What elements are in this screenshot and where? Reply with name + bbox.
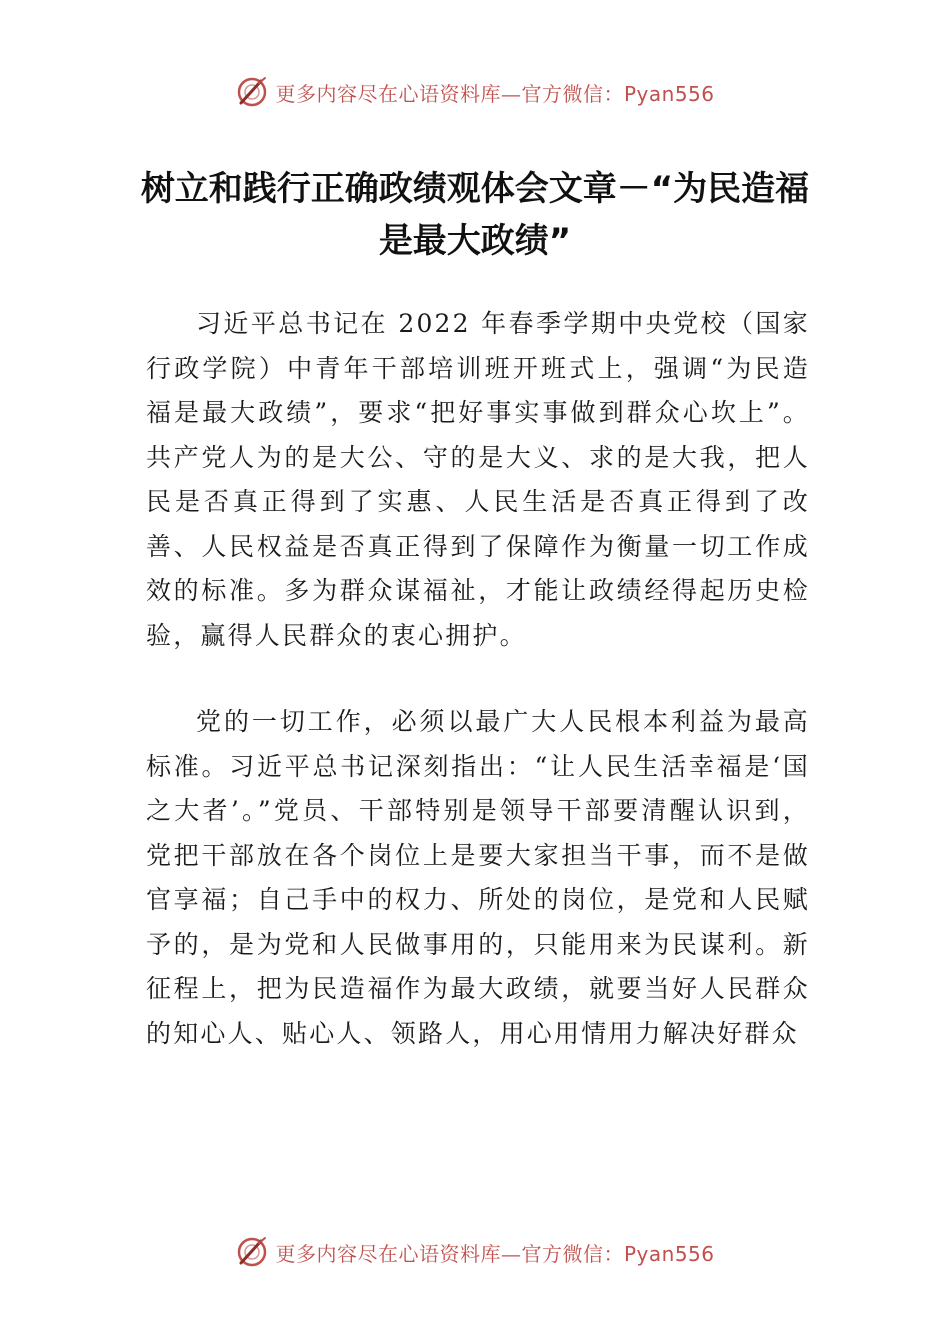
header-watermark-banner	[0, 72, 950, 112]
watermark-text: 更多内容尽在心语资料库—官方微信：Pyan556	[275, 81, 715, 106]
paragraph-2: 党的一切工作，必须以最广大人民根本利益为最高标准。习近平总书记深刻指出：“让人民生活幸福是‘国之大者’。”党员、干部特别是领导干部要清醒认识到，党把干部放在各个岗位上是要大家担当干事，而不是做官享福；自己手中的权力、所处的岗位，是党和人民赋予的，是为党和人民做事用的，只能用来为民谋利。新征程上，把为民造福作为最大政绩，就要当好人民群众的知心人、贴心人、领路人，用心用情用力解决好群众	[146, 707, 810, 1048]
watermark-text: 更多内容尽在心语资料库—官方微信：Pyan556	[275, 1241, 715, 1266]
brush-logo-icon	[235, 1235, 269, 1269]
wechat-id: Pyan556	[623, 1241, 715, 1266]
paragraph-1: 习近平总书记在 2022 年春季学期中央党校（国家行政学院）中青年干部培训班开班式上，强调“为民造福是最大政绩”，要求“把好事实事做到群众心坎上”。共产党人为的是大公、守的是大义、求的是大我，把人民是否真正得到了实惠、人民生活是否真正得到了改善、人民权益是否真正得到了保障作为衡量一切工作成效的标准。多为群众谋福祉，才能让政绩经得起历史检验，赢得人民群众的衷心拥护。	[146, 309, 810, 650]
footer-watermark-banner	[0, 1232, 950, 1272]
brush-logo-icon	[235, 75, 269, 109]
document-title: 树立和践行正确政绩观体会文章－“为民造福是最大政绩”	[140, 169, 810, 261]
wechat-id: Pyan556	[623, 81, 715, 106]
